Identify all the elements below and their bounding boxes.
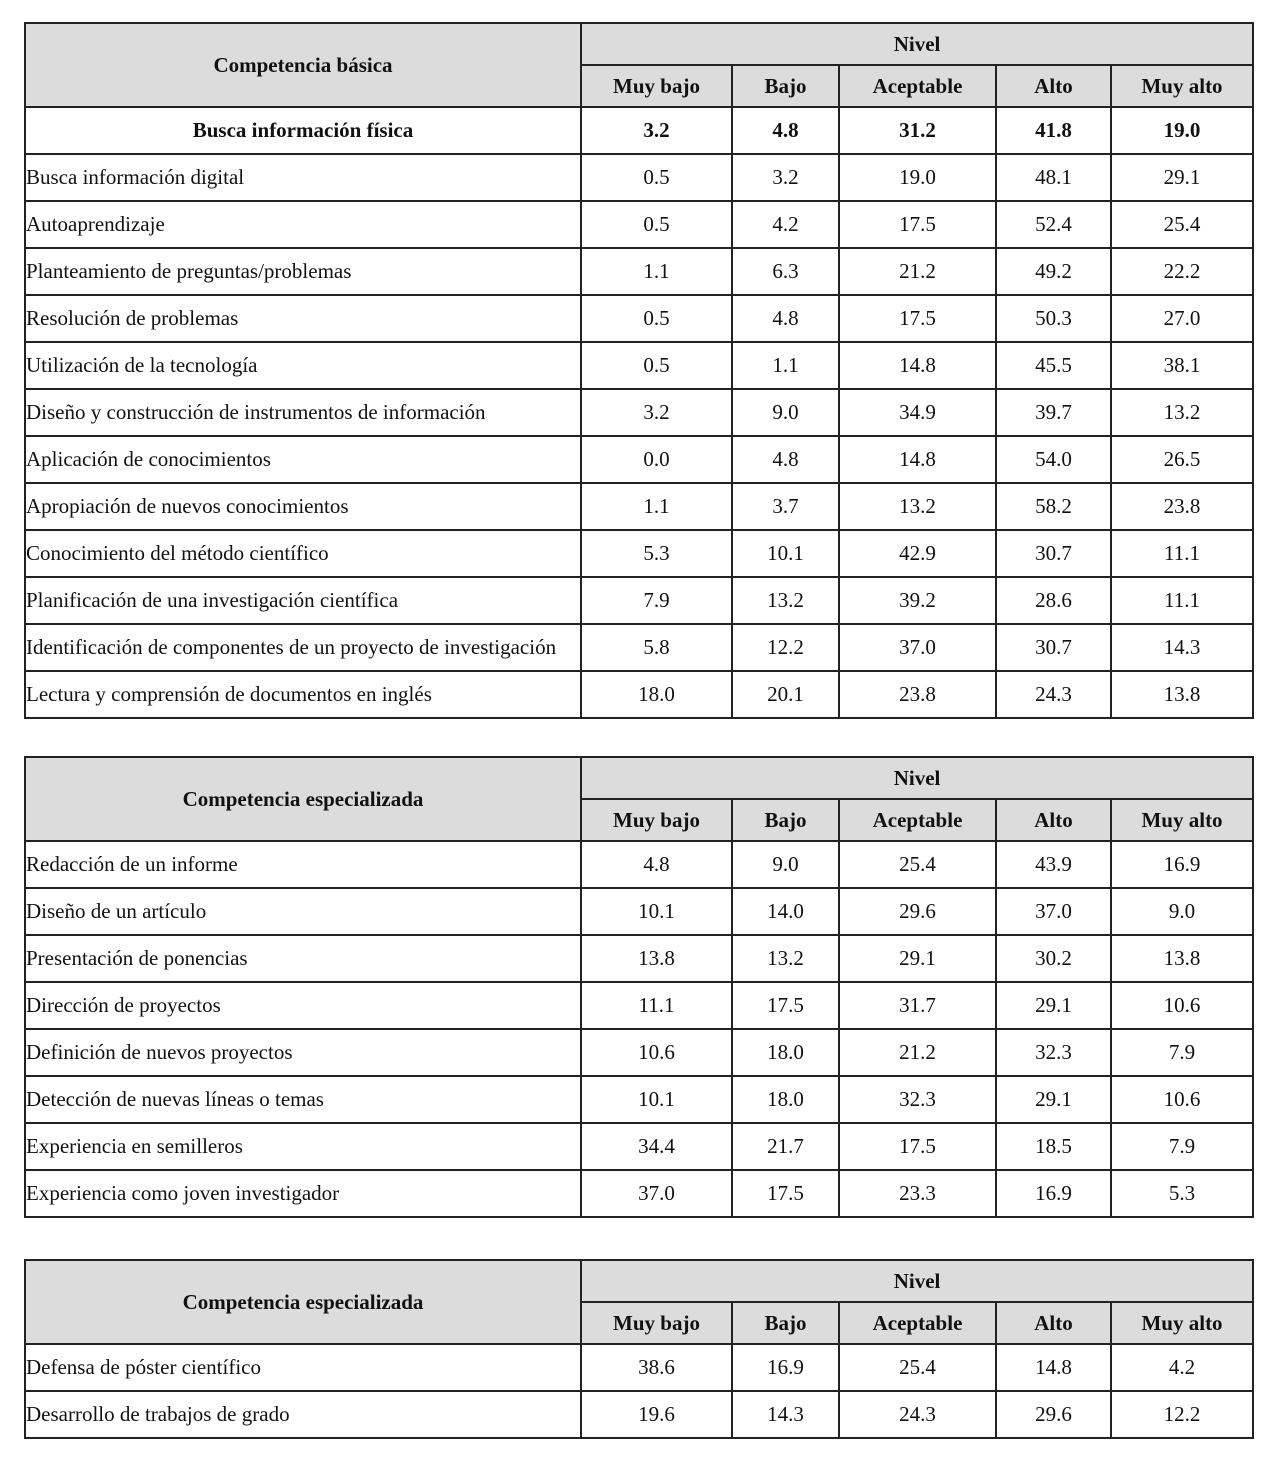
competency-label: Apropiación de nuevos conocimientos — [25, 483, 581, 530]
competency-label: Busca información digital — [25, 154, 581, 201]
table-title: Competencia especializada — [25, 1260, 581, 1344]
level-header-aceptable: Aceptable — [839, 799, 996, 841]
value-muy-bajo: 1.1 — [581, 248, 732, 295]
value-alto: 39.7 — [996, 389, 1111, 436]
value-aceptable: 31.2 — [839, 107, 996, 154]
table-row — [25, 624, 1253, 671]
value-muy-alto: 38.1 — [1111, 342, 1253, 389]
value-muy-alto: 14.3 — [1111, 624, 1253, 671]
value-bajo: 4.8 — [732, 295, 839, 342]
value-muy-bajo: 18.0 — [581, 671, 732, 718]
competency-label: Detección de nuevas líneas o temas — [25, 1076, 581, 1123]
value-alto: 24.3 — [996, 671, 1111, 718]
value-bajo: 13.2 — [732, 577, 839, 624]
value-alto: 49.2 — [996, 248, 1111, 295]
value-muy-bajo: 10.6 — [581, 1029, 732, 1076]
value-aceptable: 23.8 — [839, 671, 996, 718]
value-aceptable: 17.5 — [839, 295, 996, 342]
nivel-header: Nivel — [581, 757, 1253, 799]
value-alto: 48.1 — [996, 154, 1111, 201]
value-muy-alto: 27.0 — [1111, 295, 1253, 342]
value-aceptable: 42.9 — [839, 530, 996, 577]
value-alto: 41.8 — [996, 107, 1111, 154]
value-aceptable: 23.3 — [839, 1170, 996, 1217]
level-header-muy-bajo: Muy bajo — [581, 1302, 732, 1344]
table-row — [25, 888, 1253, 935]
level-header-bajo: Bajo — [732, 799, 839, 841]
table-row — [25, 436, 1253, 483]
value-bajo: 6.3 — [732, 248, 839, 295]
value-muy-bajo: 19.6 — [581, 1391, 732, 1438]
competencia-especializada-table-2 — [24, 1259, 1254, 1439]
value-bajo: 4.8 — [732, 436, 839, 483]
value-alto: 14.8 — [996, 1344, 1111, 1391]
value-alto: 29.6 — [996, 1391, 1111, 1438]
value-aceptable: 29.1 — [839, 935, 996, 982]
level-header-alto: Alto — [996, 65, 1111, 107]
table-row — [25, 154, 1253, 201]
table-title: Competencia especializada — [25, 757, 581, 841]
value-muy-bajo: 0.5 — [581, 342, 732, 389]
value-aceptable: 21.2 — [839, 248, 996, 295]
value-aceptable: 25.4 — [839, 841, 996, 888]
value-aceptable: 25.4 — [839, 1344, 996, 1391]
value-muy-bajo: 10.1 — [581, 888, 732, 935]
value-aceptable: 14.8 — [839, 436, 996, 483]
value-bajo: 10.1 — [732, 530, 839, 577]
value-bajo: 21.7 — [732, 1123, 839, 1170]
value-muy-alto: 10.6 — [1111, 982, 1253, 1029]
competency-label: Defensa de póster científico — [25, 1344, 581, 1391]
table-row — [25, 577, 1253, 624]
level-header-muy-alto: Muy alto — [1111, 1302, 1253, 1344]
value-aceptable: 29.6 — [839, 888, 996, 935]
competencia-especializada-table — [24, 756, 1254, 1218]
competency-label: Utilización de la tecnología — [25, 342, 581, 389]
value-aceptable: 21.2 — [839, 1029, 996, 1076]
value-muy-alto: 13.8 — [1111, 935, 1253, 982]
competency-label: Conocimiento del método científico — [25, 530, 581, 577]
table-row — [25, 530, 1253, 577]
value-alto: 18.5 — [996, 1123, 1111, 1170]
competency-label: Diseño y construcción de instrumentos de información — [25, 389, 581, 436]
table-row — [25, 201, 1253, 248]
table-row — [25, 295, 1253, 342]
value-alto: 29.1 — [996, 982, 1111, 1029]
value-bajo: 12.2 — [732, 624, 839, 671]
value-muy-alto: 26.5 — [1111, 436, 1253, 483]
value-muy-bajo: 34.4 — [581, 1123, 732, 1170]
competency-label: Resolución de problemas — [25, 295, 581, 342]
table-row — [25, 1170, 1253, 1217]
table-row — [25, 248, 1253, 295]
value-alto: 29.1 — [996, 1076, 1111, 1123]
level-header-bajo: Bajo — [732, 65, 839, 107]
table-title: Competencia básica — [25, 23, 581, 107]
value-muy-bajo: 37.0 — [581, 1170, 732, 1217]
competency-label: Experiencia en semilleros — [25, 1123, 581, 1170]
value-aceptable: 19.0 — [839, 154, 996, 201]
value-muy-alto: 7.9 — [1111, 1029, 1253, 1076]
value-alto: 37.0 — [996, 888, 1111, 935]
competency-label: Autoaprendizaje — [25, 201, 581, 248]
table-row — [25, 1029, 1253, 1076]
value-bajo: 9.0 — [732, 389, 839, 436]
value-alto: 45.5 — [996, 342, 1111, 389]
value-aceptable: 13.2 — [839, 483, 996, 530]
value-alto: 28.6 — [996, 577, 1111, 624]
value-muy-alto: 23.8 — [1111, 483, 1253, 530]
value-muy-bajo: 0.5 — [581, 154, 732, 201]
level-header-muy-bajo: Muy bajo — [581, 65, 732, 107]
table-row — [25, 1076, 1253, 1123]
value-aceptable: 31.7 — [839, 982, 996, 1029]
value-bajo: 20.1 — [732, 671, 839, 718]
value-muy-alto: 9.0 — [1111, 888, 1253, 935]
value-muy-alto: 4.2 — [1111, 1344, 1253, 1391]
value-aceptable: 34.9 — [839, 389, 996, 436]
value-muy-alto: 13.8 — [1111, 671, 1253, 718]
value-muy-alto: 25.4 — [1111, 201, 1253, 248]
competencia-basica-table — [24, 22, 1254, 719]
value-alto: 50.3 — [996, 295, 1111, 342]
value-muy-bajo: 0.5 — [581, 295, 732, 342]
competency-label: Desarrollo de trabajos de grado — [25, 1391, 581, 1438]
table-row — [25, 1344, 1253, 1391]
nivel-header: Nivel — [581, 23, 1253, 65]
value-muy-alto: 19.0 — [1111, 107, 1253, 154]
value-bajo: 18.0 — [732, 1076, 839, 1123]
value-muy-bajo: 3.2 — [581, 389, 732, 436]
table-row — [25, 389, 1253, 436]
level-header-bajo: Bajo — [732, 1302, 839, 1344]
value-muy-alto: 5.3 — [1111, 1170, 1253, 1217]
table-row — [25, 1123, 1253, 1170]
value-muy-alto: 29.1 — [1111, 154, 1253, 201]
level-header-alto: Alto — [996, 799, 1111, 841]
value-bajo: 3.2 — [732, 154, 839, 201]
value-muy-bajo: 13.8 — [581, 935, 732, 982]
competency-label: Planificación de una investigación científica — [25, 577, 581, 624]
competency-label: Experiencia como joven investigador — [25, 1170, 581, 1217]
value-aceptable: 39.2 — [839, 577, 996, 624]
value-bajo: 4.8 — [732, 107, 839, 154]
value-muy-bajo: 1.1 — [581, 483, 732, 530]
value-bajo: 18.0 — [732, 1029, 839, 1076]
competency-label: Identificación de componentes de un proyecto de investigación — [25, 624, 581, 671]
value-muy-alto: 11.1 — [1111, 577, 1253, 624]
value-muy-alto: 12.2 — [1111, 1391, 1253, 1438]
table-row — [25, 982, 1253, 1029]
value-muy-bajo: 5.3 — [581, 530, 732, 577]
table-row — [25, 107, 1253, 154]
table-row — [25, 1391, 1253, 1438]
value-bajo: 14.3 — [732, 1391, 839, 1438]
value-muy-bajo: 7.9 — [581, 577, 732, 624]
value-muy-bajo: 5.8 — [581, 624, 732, 671]
value-aceptable: 14.8 — [839, 342, 996, 389]
value-bajo: 14.0 — [732, 888, 839, 935]
value-muy-alto: 13.2 — [1111, 389, 1253, 436]
value-alto: 16.9 — [996, 1170, 1111, 1217]
value-bajo: 1.1 — [732, 342, 839, 389]
value-alto: 43.9 — [996, 841, 1111, 888]
value-aceptable: 24.3 — [839, 1391, 996, 1438]
value-muy-bajo: 3.2 — [581, 107, 732, 154]
value-aceptable: 17.5 — [839, 201, 996, 248]
level-header-alto: Alto — [996, 1302, 1111, 1344]
competency-label: Planteamiento de preguntas/problemas — [25, 248, 581, 295]
competency-label: Diseño de un artículo — [25, 888, 581, 935]
value-muy-alto: 22.2 — [1111, 248, 1253, 295]
value-aceptable: 32.3 — [839, 1076, 996, 1123]
value-alto: 30.7 — [996, 530, 1111, 577]
value-alto: 32.3 — [996, 1029, 1111, 1076]
competency-label: Aplicación de conocimientos — [25, 436, 581, 483]
value-bajo: 3.7 — [732, 483, 839, 530]
table-row — [25, 841, 1253, 888]
value-muy-alto: 10.6 — [1111, 1076, 1253, 1123]
competency-label: Dirección de proyectos — [25, 982, 581, 1029]
value-muy-bajo: 10.1 — [581, 1076, 732, 1123]
value-muy-bajo: 38.6 — [581, 1344, 732, 1391]
value-alto: 30.7 — [996, 624, 1111, 671]
nivel-header: Nivel — [581, 1260, 1253, 1302]
value-muy-bajo: 11.1 — [581, 982, 732, 1029]
level-header-muy-alto: Muy alto — [1111, 799, 1253, 841]
competency-label: Busca información física — [25, 107, 581, 154]
value-muy-alto: 11.1 — [1111, 530, 1253, 577]
table-row — [25, 671, 1253, 718]
value-bajo: 4.2 — [732, 201, 839, 248]
table-row — [25, 483, 1253, 530]
value-alto: 52.4 — [996, 201, 1111, 248]
value-bajo: 17.5 — [732, 1170, 839, 1217]
value-bajo: 17.5 — [732, 982, 839, 1029]
value-alto: 58.2 — [996, 483, 1111, 530]
value-muy-bajo: 4.8 — [581, 841, 732, 888]
level-header-aceptable: Aceptable — [839, 1302, 996, 1344]
competency-label: Presentación de ponencias — [25, 935, 581, 982]
level-header-aceptable: Aceptable — [839, 65, 996, 107]
value-muy-alto: 16.9 — [1111, 841, 1253, 888]
value-aceptable: 37.0 — [839, 624, 996, 671]
value-muy-bajo: 0.0 — [581, 436, 732, 483]
level-header-muy-bajo: Muy bajo — [581, 799, 732, 841]
value-muy-bajo: 0.5 — [581, 201, 732, 248]
table-row — [25, 342, 1253, 389]
value-bajo: 13.2 — [732, 935, 839, 982]
value-muy-alto: 7.9 — [1111, 1123, 1253, 1170]
competency-label: Definición de nuevos proyectos — [25, 1029, 581, 1076]
value-alto: 54.0 — [996, 436, 1111, 483]
value-bajo: 16.9 — [732, 1344, 839, 1391]
competency-label: Redacción de un informe — [25, 841, 581, 888]
level-header-muy-alto: Muy alto — [1111, 65, 1253, 107]
value-bajo: 9.0 — [732, 841, 839, 888]
table-row — [25, 935, 1253, 982]
value-aceptable: 17.5 — [839, 1123, 996, 1170]
value-alto: 30.2 — [996, 935, 1111, 982]
competency-label: Lectura y comprensión de documentos en inglés — [25, 671, 581, 718]
